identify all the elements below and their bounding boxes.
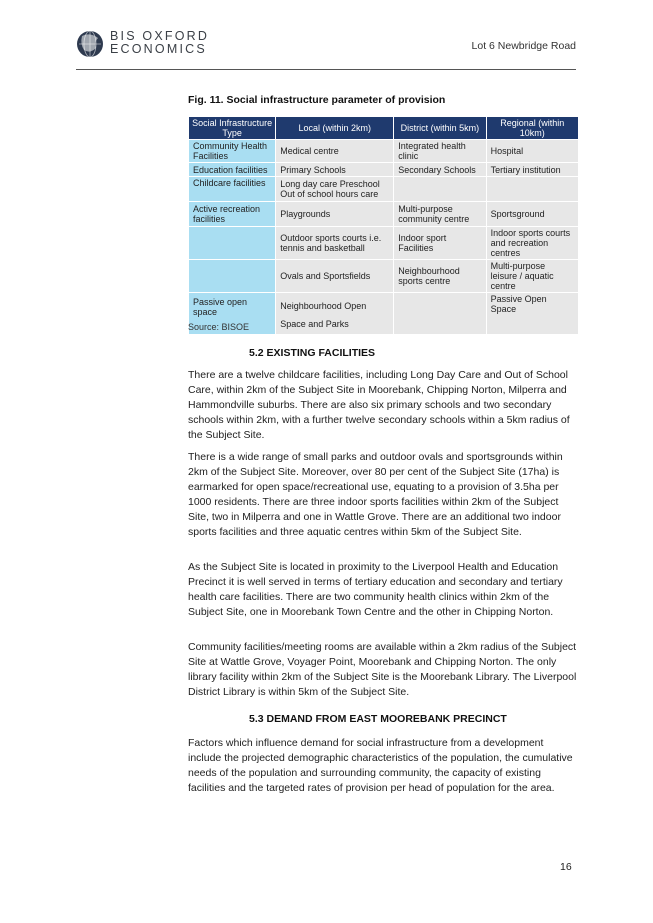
type-cell [189,227,275,259]
regional-cell: Multi-purpose leisure / aquatic centre [487,260,578,292]
local-cell: Primary Schools [276,163,393,176]
district-cell: Indoor sport Facilities [394,227,485,259]
type-cell: Passive open space [189,293,275,334]
column-header-district: District (within 5km) [394,117,485,139]
type-cell: Childcare facilities [189,177,275,201]
globe-icon [76,30,104,58]
paragraph: Community facilities/meeting rooms are available within a 2km radius of the Subject Site at Wattle Grove, Voyager Point, Moorebank and Chipping Norton. The only library facility within 2km of the Subject Site is the Moorebank Library. The Liverpool District Library is within 5km of the Subject Site. [188,641,577,698]
local-cell: Neighbourhood Open Space and Parks [276,293,393,334]
type-cell: Community Health Facilities [189,140,275,162]
regional-cell: Indoor sports courts and recreation centres [487,227,578,259]
brand-line-1: BIS OXFORD [110,29,210,43]
table-row [189,227,578,259]
district-cell: Neighbourhood sports centre [394,260,485,292]
column-header-local: Local (within 2km) [276,117,393,139]
type-cell: Active recreation facilities [189,202,275,226]
regional-cell: Sportsground [487,202,578,226]
page-number: 16 [560,861,572,873]
table-row [189,177,578,201]
page-header [76,26,576,70]
section-title-existing-facilities: 5.2 EXISTING FACILITIES [249,347,376,359]
section-title-demand: 5.3 DEMAND FROM EAST MOOREBANK PRECINCT [249,713,507,725]
district-cell: Multi-purpose community centre [394,202,485,226]
figure-source: Source: BISOE [188,322,250,332]
type-cell: Education facilities [189,163,275,176]
brand-name [110,30,209,56]
column-header-regional: Regional (within 10km) [487,117,578,139]
local-cell: Ovals and Sportsfields [276,260,393,292]
brand-line-2: ECONOMICS [110,42,207,56]
social-infrastructure-table [188,116,579,335]
local-cell: Medical centre [276,140,393,162]
regional-cell: Hospital [487,140,578,162]
local-cell: Playgrounds [276,202,393,226]
local-cell: Outdoor sports courts i.e. tennis and basketball [276,227,393,259]
type-cell [189,260,275,292]
table-row [189,163,578,176]
paragraph: Factors which influence demand for social infrastructure from a development include the projected demographic characteristics of the population, the cumulative needs of the population and surrounding community, the capacity of existing facilities and the targeted rates of provision per head of population for the area. [188,737,573,794]
paragraph: There are a twelve childcare facilities, including Long Day Care and Out of School Care, within 2km of the Subject Site in Moorebank, Chipping Norton, Milperra and Hammondville suburbs. There are also six primary schools and two secondary schools within 2km, with a further twelve secondary schools within a 5km radius of the Subject Site. [188,369,570,441]
regional-cell: Passive Open Space [487,293,578,334]
regional-cell [487,177,578,201]
local-cell: Long day care Preschool Out of school hours care [276,177,393,201]
district-cell [394,293,485,334]
paragraph: There is a wide range of small parks and outdoor ovals and sportsgrounds within 2km of the Subject Site. Moreover, over 80 per cent of the Subject Site (17ha) is earmarked for open space/recreational use, equating to a provision of 3.5ha per 1000 residents. There are three indoor sports facilities within 2km of the Subject Site, two in Milperra and one in Wattle Grove. There are an additional two indoor sports facilities and three aquatic centres within 5km of the Subject Site. [188,451,563,538]
figure-caption: Fig. 11. Social infrastructure parameter of provision [188,94,446,106]
paragraph: As the Subject Site is located in proximity to the Liverpool Health and Education Precinct it is well served in terms of tertiary education and secondary and tertiary health care facilities. There are two community health clinics within 2km of the Subject Site, one in Moorebank Town Centre and the other in Chipping Norton. [188,561,563,618]
table-header-row [189,117,578,139]
table-row [189,140,578,162]
district-cell [394,177,485,201]
district-cell: Secondary Schools [394,163,485,176]
table-row [189,202,578,226]
column-header-type: Social Infrastructure Type [189,117,275,139]
document-title: Lot 6 Newbridge Road [471,40,576,52]
header-divider [76,69,576,70]
table-row [189,260,578,292]
regional-cell: Tertiary institution [487,163,578,176]
district-cell: Integrated health clinic [394,140,485,162]
